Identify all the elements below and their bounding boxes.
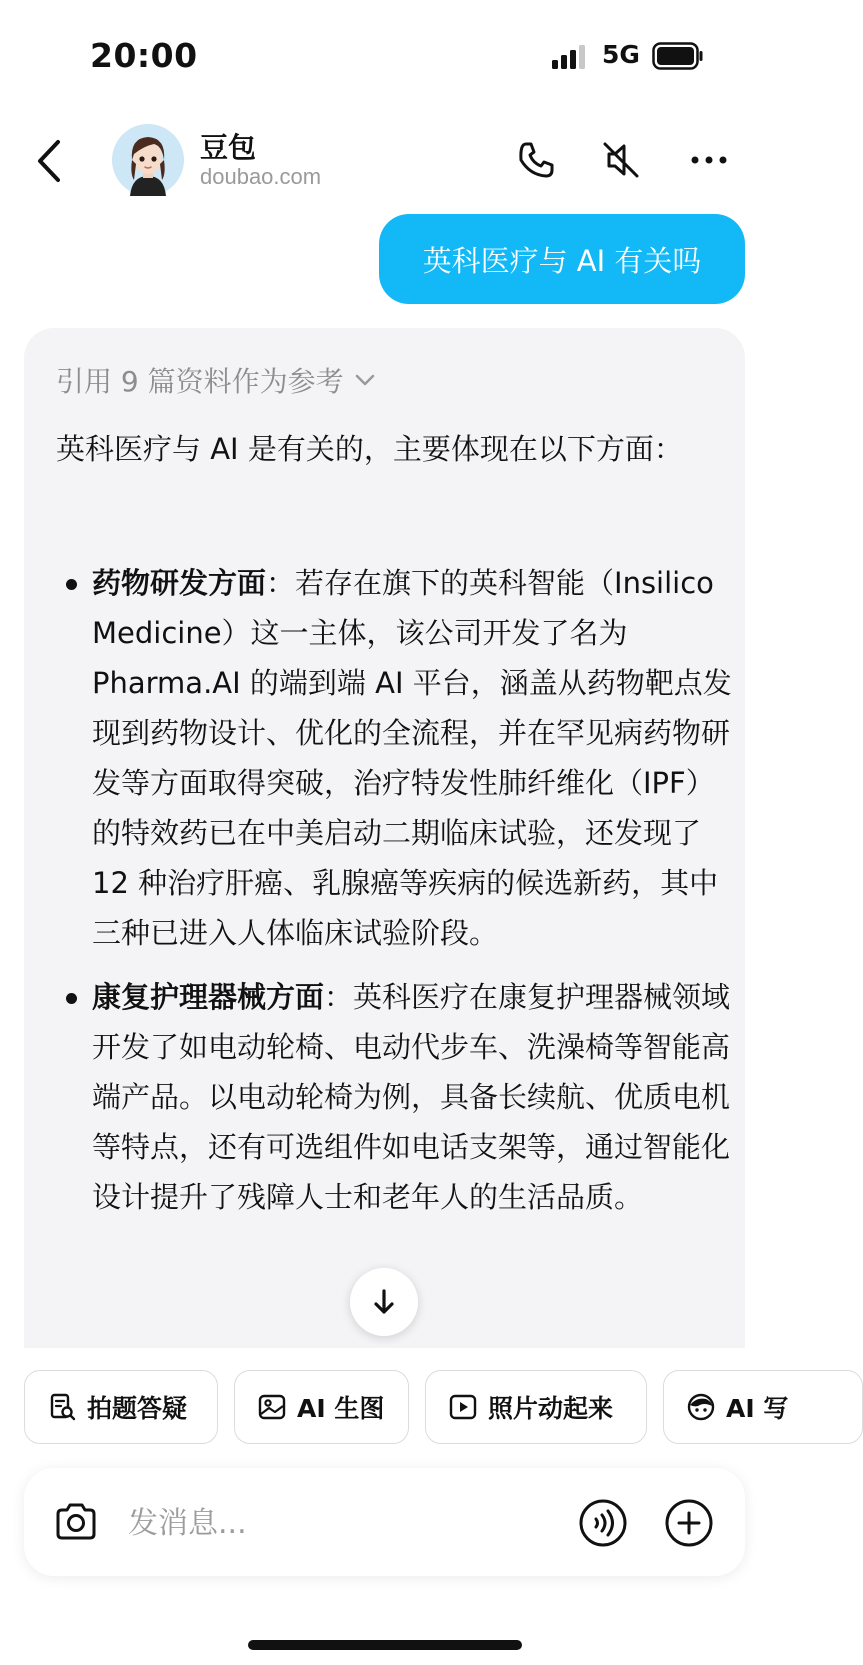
chip-ai-image[interactable]	[234, 1370, 409, 1444]
bullet-title: 药物研发方面	[92, 566, 267, 600]
list-item	[56, 972, 732, 1222]
image-icon	[257, 1392, 287, 1422]
assistant-reply	[24, 328, 745, 1348]
network-type: 5G	[602, 40, 640, 69]
status-bar	[0, 0, 769, 112]
voice-icon[interactable]	[578, 1498, 628, 1548]
bullet-text: ：若存在旗下的英科智能（Insilico Medicine）这一主体，该公司开发了名为 Pharma.AI 的端到端 AI 平台，涵盖从药物靶点发现到药物设计、优化的全流程，并在罕见病药物研发等方面取得突破，治疗特发性肺纤维化（IPF）的特效药已在中美启动二期临床试验，还发现了 12 种治疗肝癌、乳腺癌等疾病的候选新药，其中三种已进入人体临床试验阶段。	[92, 566, 732, 950]
chat-header	[0, 112, 769, 212]
chip-animate-photo[interactable]	[425, 1370, 647, 1444]
chip-ai-write[interactable]	[663, 1370, 863, 1444]
back-button[interactable]	[30, 134, 70, 188]
scroll-down-button[interactable]	[350, 1268, 418, 1336]
battery-icon	[652, 42, 704, 70]
photo-question-icon	[47, 1392, 77, 1422]
play-icon	[448, 1392, 478, 1422]
chip-label: 照片动起来	[488, 1394, 614, 1423]
face-icon	[686, 1392, 716, 1422]
chip-label: AI 写	[726, 1394, 789, 1423]
plus-icon[interactable]	[664, 1498, 714, 1548]
chip-photo-question[interactable]	[24, 1370, 218, 1444]
bot-domain: doubao.com	[200, 164, 322, 189]
home-indicator	[248, 1640, 522, 1650]
arrow-down-icon	[369, 1287, 399, 1317]
reply-bullet-list	[56, 558, 732, 1236]
user-message-bubble[interactable]	[379, 214, 745, 304]
user-message-text: 英科医疗与 AI 有关吗	[422, 243, 702, 278]
message-composer	[24, 1468, 745, 1576]
speaker-mute-icon[interactable]	[597, 136, 645, 184]
chevron-down-icon	[354, 373, 376, 387]
bot-name: 豆包	[200, 131, 257, 164]
more-icon[interactable]	[685, 136, 733, 184]
signal-icon	[552, 44, 590, 70]
avatar[interactable]	[112, 124, 184, 196]
citation-toggle[interactable]	[56, 360, 376, 400]
phone-icon[interactable]	[512, 136, 560, 184]
camera-icon[interactable]	[52, 1498, 100, 1546]
citation-text: 引用 9 篇资料作为参考	[56, 365, 344, 398]
chip-label: AI 生图	[297, 1394, 385, 1423]
chip-label: 拍题答疑	[87, 1394, 188, 1423]
list-item	[56, 558, 732, 958]
quick-actions	[24, 1370, 863, 1444]
status-time: 20:00	[90, 36, 198, 75]
bullet-text: ：英科医疗在康复护理器械领域开发了如电动轮椅、电动代步车、洗澡椅等智能高端产品。以电动轮椅为例，具备长续航、优质电机等特点，还有可选组件如电话支架等，通过智能化设计提升了残障人士和老年人的生活品质。	[92, 980, 731, 1214]
bullet-title: 康复护理器械方面	[92, 980, 325, 1014]
message-input[interactable]	[128, 1498, 528, 1548]
reply-intro: 英科医疗与 AI 是有关的，主要体现在以下方面：	[56, 432, 683, 466]
